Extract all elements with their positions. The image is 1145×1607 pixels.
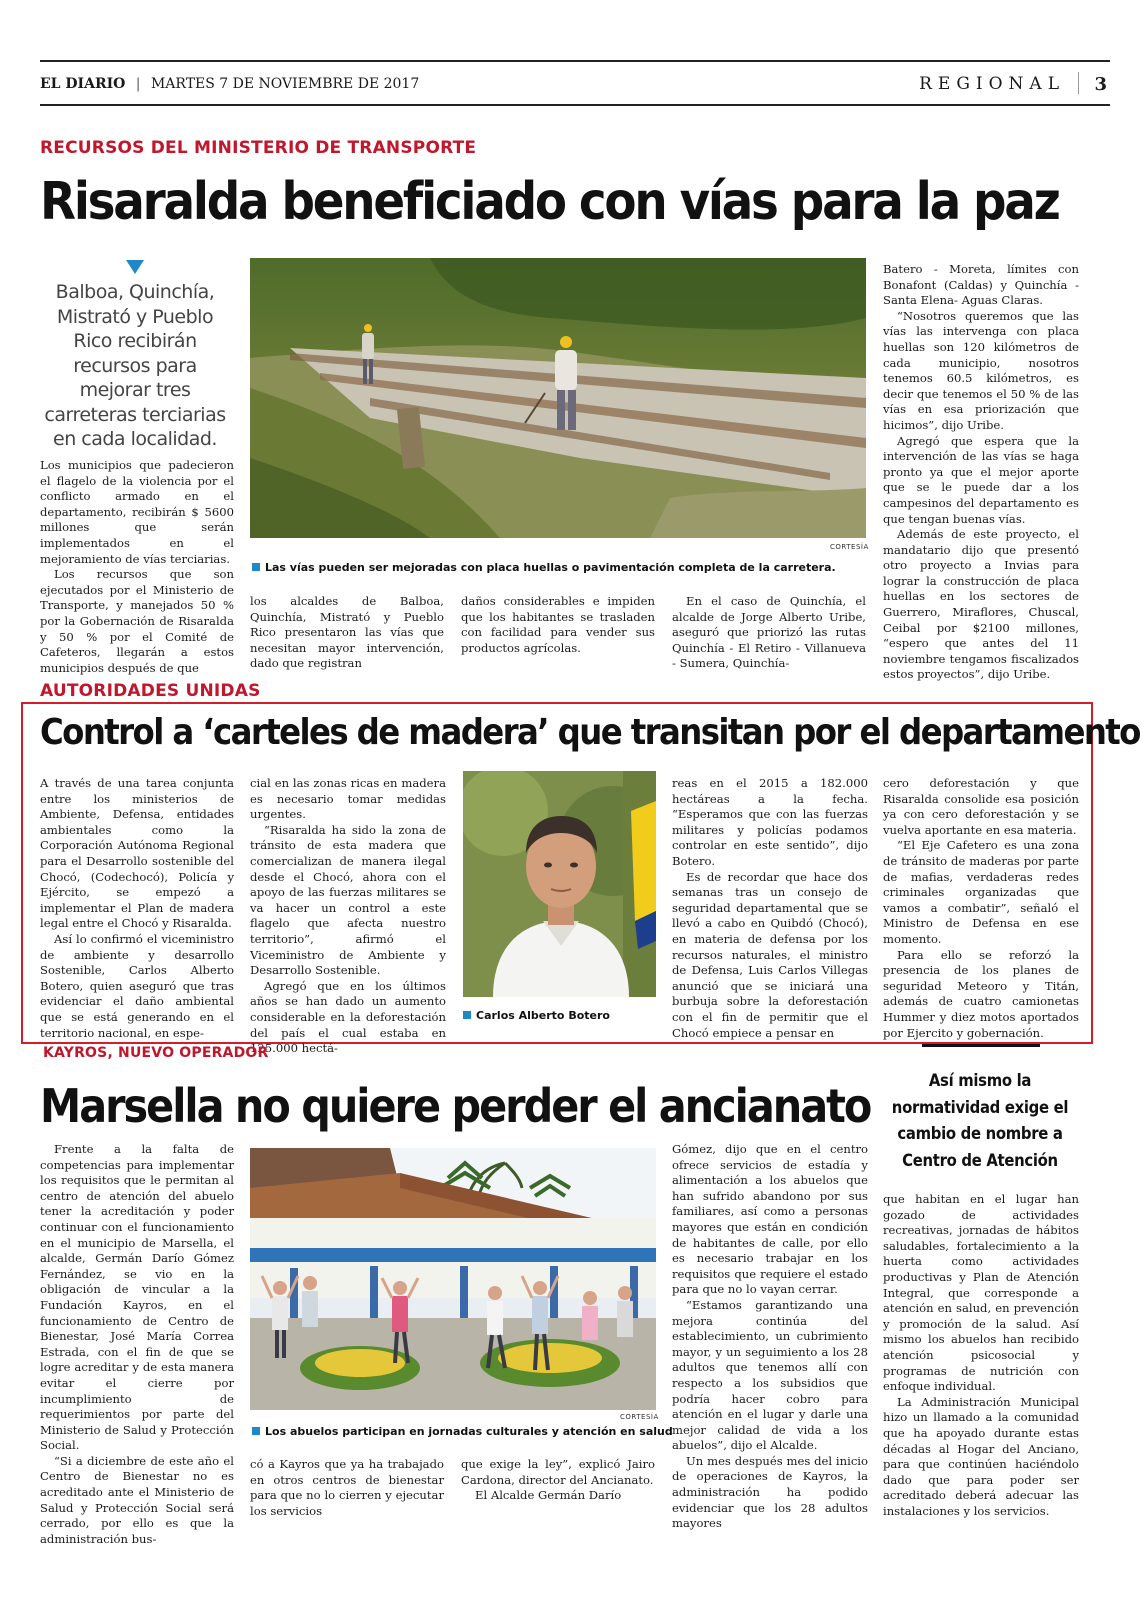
article3-col3-p2: El Alcalde Germán Darío [475,1488,622,1503]
article1-col4 [672,594,866,672]
issue-date: MARTES 7 DE NOVIEMBRE DE 2017 [150,76,420,92]
portrait-illustration [463,771,656,997]
masthead-separator: | [135,76,141,92]
article1-kicker: RECURSOS DEL MINISTERIO DE TRANSPORTE [40,138,477,158]
article3-caption [252,1425,673,1438]
article2-caption [463,1009,610,1022]
article2-headline: Control a ‘carteles de madera’ que transitan por el departamento [40,712,1140,753]
article3-photo-credit: CORTESÍA [620,1413,659,1421]
article3-col2 [250,1457,444,1519]
caption-square-icon [252,1427,260,1435]
lede-triangle-icon [126,260,144,274]
article3-kicker: KAYROS, NUEVO OPERADOR [43,1045,269,1061]
article3-col1-p2: “Si a diciembre de este año el Centro de Bienestar no es acreditado ante el Ministerio de Salud y Protección Social será cerrado, por ello es que la administración bus- [40,1453,234,1546]
article3-col1-p1: Frente a la falta de competencias para implementar los requisitos que le permitan al centro de atención del abuelo tener la acreditación y poder continuar con el funcionamiento en el municipio de Marsella, el alcalde, Germán Darío Gómez Fernández, se vio en la obligación de vincular a la Fundación Kayros, en el funcionamiento de Centro de Bienestar, José María Correa Estrada, con el fin de que se logre acreditar y de esta manera evitar el cierre por incumplimiento de requerimientos por parte del Ministerio de Salud y Protección Social. [40,1142,234,1453]
paper-name: EL DIARIO [40,76,126,92]
elderly-activity-illustration [250,1148,656,1410]
article2-col3 [672,776,868,1041]
page-number-separator [1078,72,1079,94]
article3-col1 [40,1142,234,1547]
article1-road-photo [250,258,866,538]
article1-col5 [883,262,1079,683]
article2-col2 [250,776,446,1057]
article2-portrait-photo [463,771,656,997]
article2-kicker: AUTORIDADES UNIDAS [40,681,261,701]
page-number: 3 [1094,74,1107,95]
article3-col2-p1: có a Kayros que ya ha trabajado en otros centros de bienestar para que no lo cierren y ejecutar los servicios [250,1457,444,1518]
caption-square-icon [252,563,260,571]
article2-col4-p1: cero deforestación y que Risaralda consolide esa posición ya con cero deforestación y se vuelva aportante en esa materia. [883,776,1079,837]
article3-caption-text: Los abuelos participan en jornadas culturales y atención en salud [265,1425,673,1438]
article2-col2-p2: “Risaralda ha sido la zona de tránsito de esta madera que comercializan de manera ilegal desde el Chocó, ahora con el apoyo de las fuerzas militares se va hacer un control a este flagelo que afecta nuestro territorio”, afirmó el Viceministro de Ambiente y Desarrollo Sostenible. [250,822,446,978]
article1-col1 [40,458,234,676]
article3-col5 [883,1192,1079,1519]
article3-col5-p2: La Administración Municipal hizo un llamado a la comunidad que ha apoyado durante estas décadas al Hogar del Anciano, para que continúen haciéndolo dado que para poder ser acreditado deberá adecuar las instalaciones y los servicios. [883,1394,1079,1518]
article1-col2 [250,594,444,672]
article3-col4-p1: Gómez, dijo que en el centro ofrece servicios de estadía y alimentación a los abuelos que han sufrido abandono por sus familiares, así como a personas mayores que están en condición de habitantes de calle, por ello es necesario trabajar en los requisitos que requiere el estado para que no lo vayan cerrar. [672,1142,868,1297]
article1-col2-p1: los alcaldes de Balboa, Quinchía, Mistrató y Pueblo Rico presentaron las vías que necesitan mayor intervención, dado que registran [250,594,444,671]
article3-col4 [672,1142,868,1532]
article3-col4-p2: “Estamos garantizando una mejora continúa del establecimiento, un cubrimiento mayor, y un seguimiento a los 28 adultos que tenemos allí con respecto a los subsidios que podría hacer cobro para atención en el lugar y darle una mejor calidad de vida a los abuelos”, dijo el Alcalde. [672,1297,868,1453]
road-work-illustration [250,258,866,538]
section-name: REGIONAL [919,74,1065,94]
article2-col3-p1: reas en el 2015 a 182.000 hectáreas a la fecha. “Esperamos que con las fuerzas militares y policías podamos controlar en este sentido”, dijo Botero. [672,776,868,868]
article1-col1-p1: Los municipios que padecieron el flagelo de la violencia por el conflicto armado en el departamento, recibirán $ 5600 millones que serán implementados en el mejoramiento de vías terciarias. [40,458,234,566]
article1-col4-p1: En el caso de Quinchía, el alcalde de Jorge Alberto Uribe, aseguró que priorizó las rutas Quinchía - El Retiro - Villanueva - Sumera, Quinchía- [672,594,866,671]
pullquote-rule [922,1044,1040,1047]
article1-col5-p1: Batero - Moreta, límites con Bonafont (Caldas) y Quinchía - Santa Elena- Aguas Claras. [883,262,1079,308]
article3-col3-p1: que exige la ley”, explicó Jairo Cardona, director del Ancianato. [461,1457,655,1487]
article1-lede: Balboa, Quinchía, Mistrató y Pueblo Rico recibirán recursos para mejorar tres carreteras terciarias en cada localidad. [44,281,226,450]
article1-headline: Risaralda beneficiado con vías para la paz [40,172,1059,232]
article2-col4 [883,776,1079,1041]
article2-col1-p2: Así lo confirmó el viceministro de ambiente y desarrollo Sostenible, Carlos Alberto Botero, quien aseguró que tras evidenciar el daño ambiental que se está generando en el territorio nacional, en espe- [40,931,234,1040]
article3-col4-p3: Un mes después mes del inicio de operaciones de Kayros, la administración ha podido evidenciar que los 28 adultos mayores [672,1453,868,1531]
caption-square-icon [463,1011,471,1019]
article2-col2-p3: Agregó que en los últimos años se han dado un aumento considerable en la deforestación del país el cual estaba en 125.000 hectá- [250,978,446,1056]
article1-col5-p4: Además de este proyecto, el mandatario dijo que presentó otro proyecto a Invias para lograr la construcción de placa huellas en los sectores de Guerrero, Miraflores, Chuscal, Ceibal por $2100 millones, “espero que antes del 11 noviembre tengamos fiscalizados estos proyectos”, dijo Uribe. [883,527,1079,682]
article1-col5-p3: Agregó que espera que la intervención de las vías se haga pronto ya que el mejor aporte que se le puede dar a los campesinos del departamento es que tengan buenas vías. [883,433,1079,526]
article1-caption-text: Las vías pueden ser mejoradas con placa huellas o pavimentación completa de la carretera. [265,561,836,574]
article3-col3 [461,1457,655,1504]
article3-headline: Marsella no quiere perder el ancianato [40,1079,871,1133]
article3-elderly-photo [250,1148,656,1410]
article1-col3-p1: daños considerables e impiden que los habitantes se trasladen con facilidad para vender sus productos agrícolas. [461,594,655,655]
article2-col4-p3: Para ello se reforzó la presencia de los planes de seguridad Meteoro y Titán, además de cuatro camionetas Hummer y diez motos aportados por Ejercito y gobernación. [883,947,1079,1040]
article2-col3-p2: Es de recordar que hace dos semanas tras un consejo de seguridad departamental que se llevó a cabo en Quibdó (Chocó), en materia de defensa por los recursos naturales, el ministro de Defensa, Luis Carlos Villegas anunció que se iniciará una burbuja sobre la deforestación con el fin de permitir que el Chocó empiece a pensar en [672,869,868,1040]
article1-caption [252,561,836,574]
article3-col5-p1: que habitan en el lugar han gozado de actividades recreativas, jornadas de hábitos saludables, fortalecimiento a la huerta como actividades productivas y Plan de Atención Integral, que corresponde a atención en salud, en prevención y promoción de la salud. Así mismo los abuelos han recibido atención psicosocial y programas de nutrición con enfoque individual. [883,1192,1079,1394]
article2-col4-p2: “El Eje Cafetero es una zona de tránsito de maderas por parte de mafias, verdaderas redes criminales organizadas que vamos a combatir”, señaló el Ministro de Defensa en ese momento. [883,838,1079,946]
article1-photo-credit: CORTESÍA [830,543,869,551]
masthead [40,76,419,92]
header-rule [40,104,1110,106]
article1-col1-p2: Los recursos que son ejecutados por el Ministerio de Transporte, y manejados 50 % por la Gobernación de Risaralda y 50 % por el Comité de Cafeteros, llegarán a estos municipios después de que [40,567,234,675]
article2-col2-p1: cial en las zonas ricas en madera es necesario tomar medidas urgentes. [250,776,446,822]
top-rule [40,60,1110,62]
article2-col1-p1: A través de una tarea conjunta entre los ministerios de Ambiente, Defensa, entidades ambientales como la Corporación Autónoma Regional para el Desarrollo sostenible del Chocó, (Codechocó), Policía y Ejército, se empezó a implementar el Plan de madera legal entre el Chocó y Risaralda. [40,776,234,931]
article1-col3 [461,594,655,656]
article2-col1 [40,776,234,1041]
article2-caption-text: Carlos Alberto Botero [476,1009,610,1022]
article3-pullquote: Así mismo la normatividad exige el cambio de nombre a Centro de Atención [891,1071,1069,1170]
article1-col5-p2: “Nosotros queremos que las vías las intervenga con placa huellas son 120 kilómetros de cada municipio, nosotros tenemos 60.5 kilómetros, es decir que tenemos el 50 % de las vías en esa priorización que hicimos”, dijo Uribe. [883,308,1079,432]
